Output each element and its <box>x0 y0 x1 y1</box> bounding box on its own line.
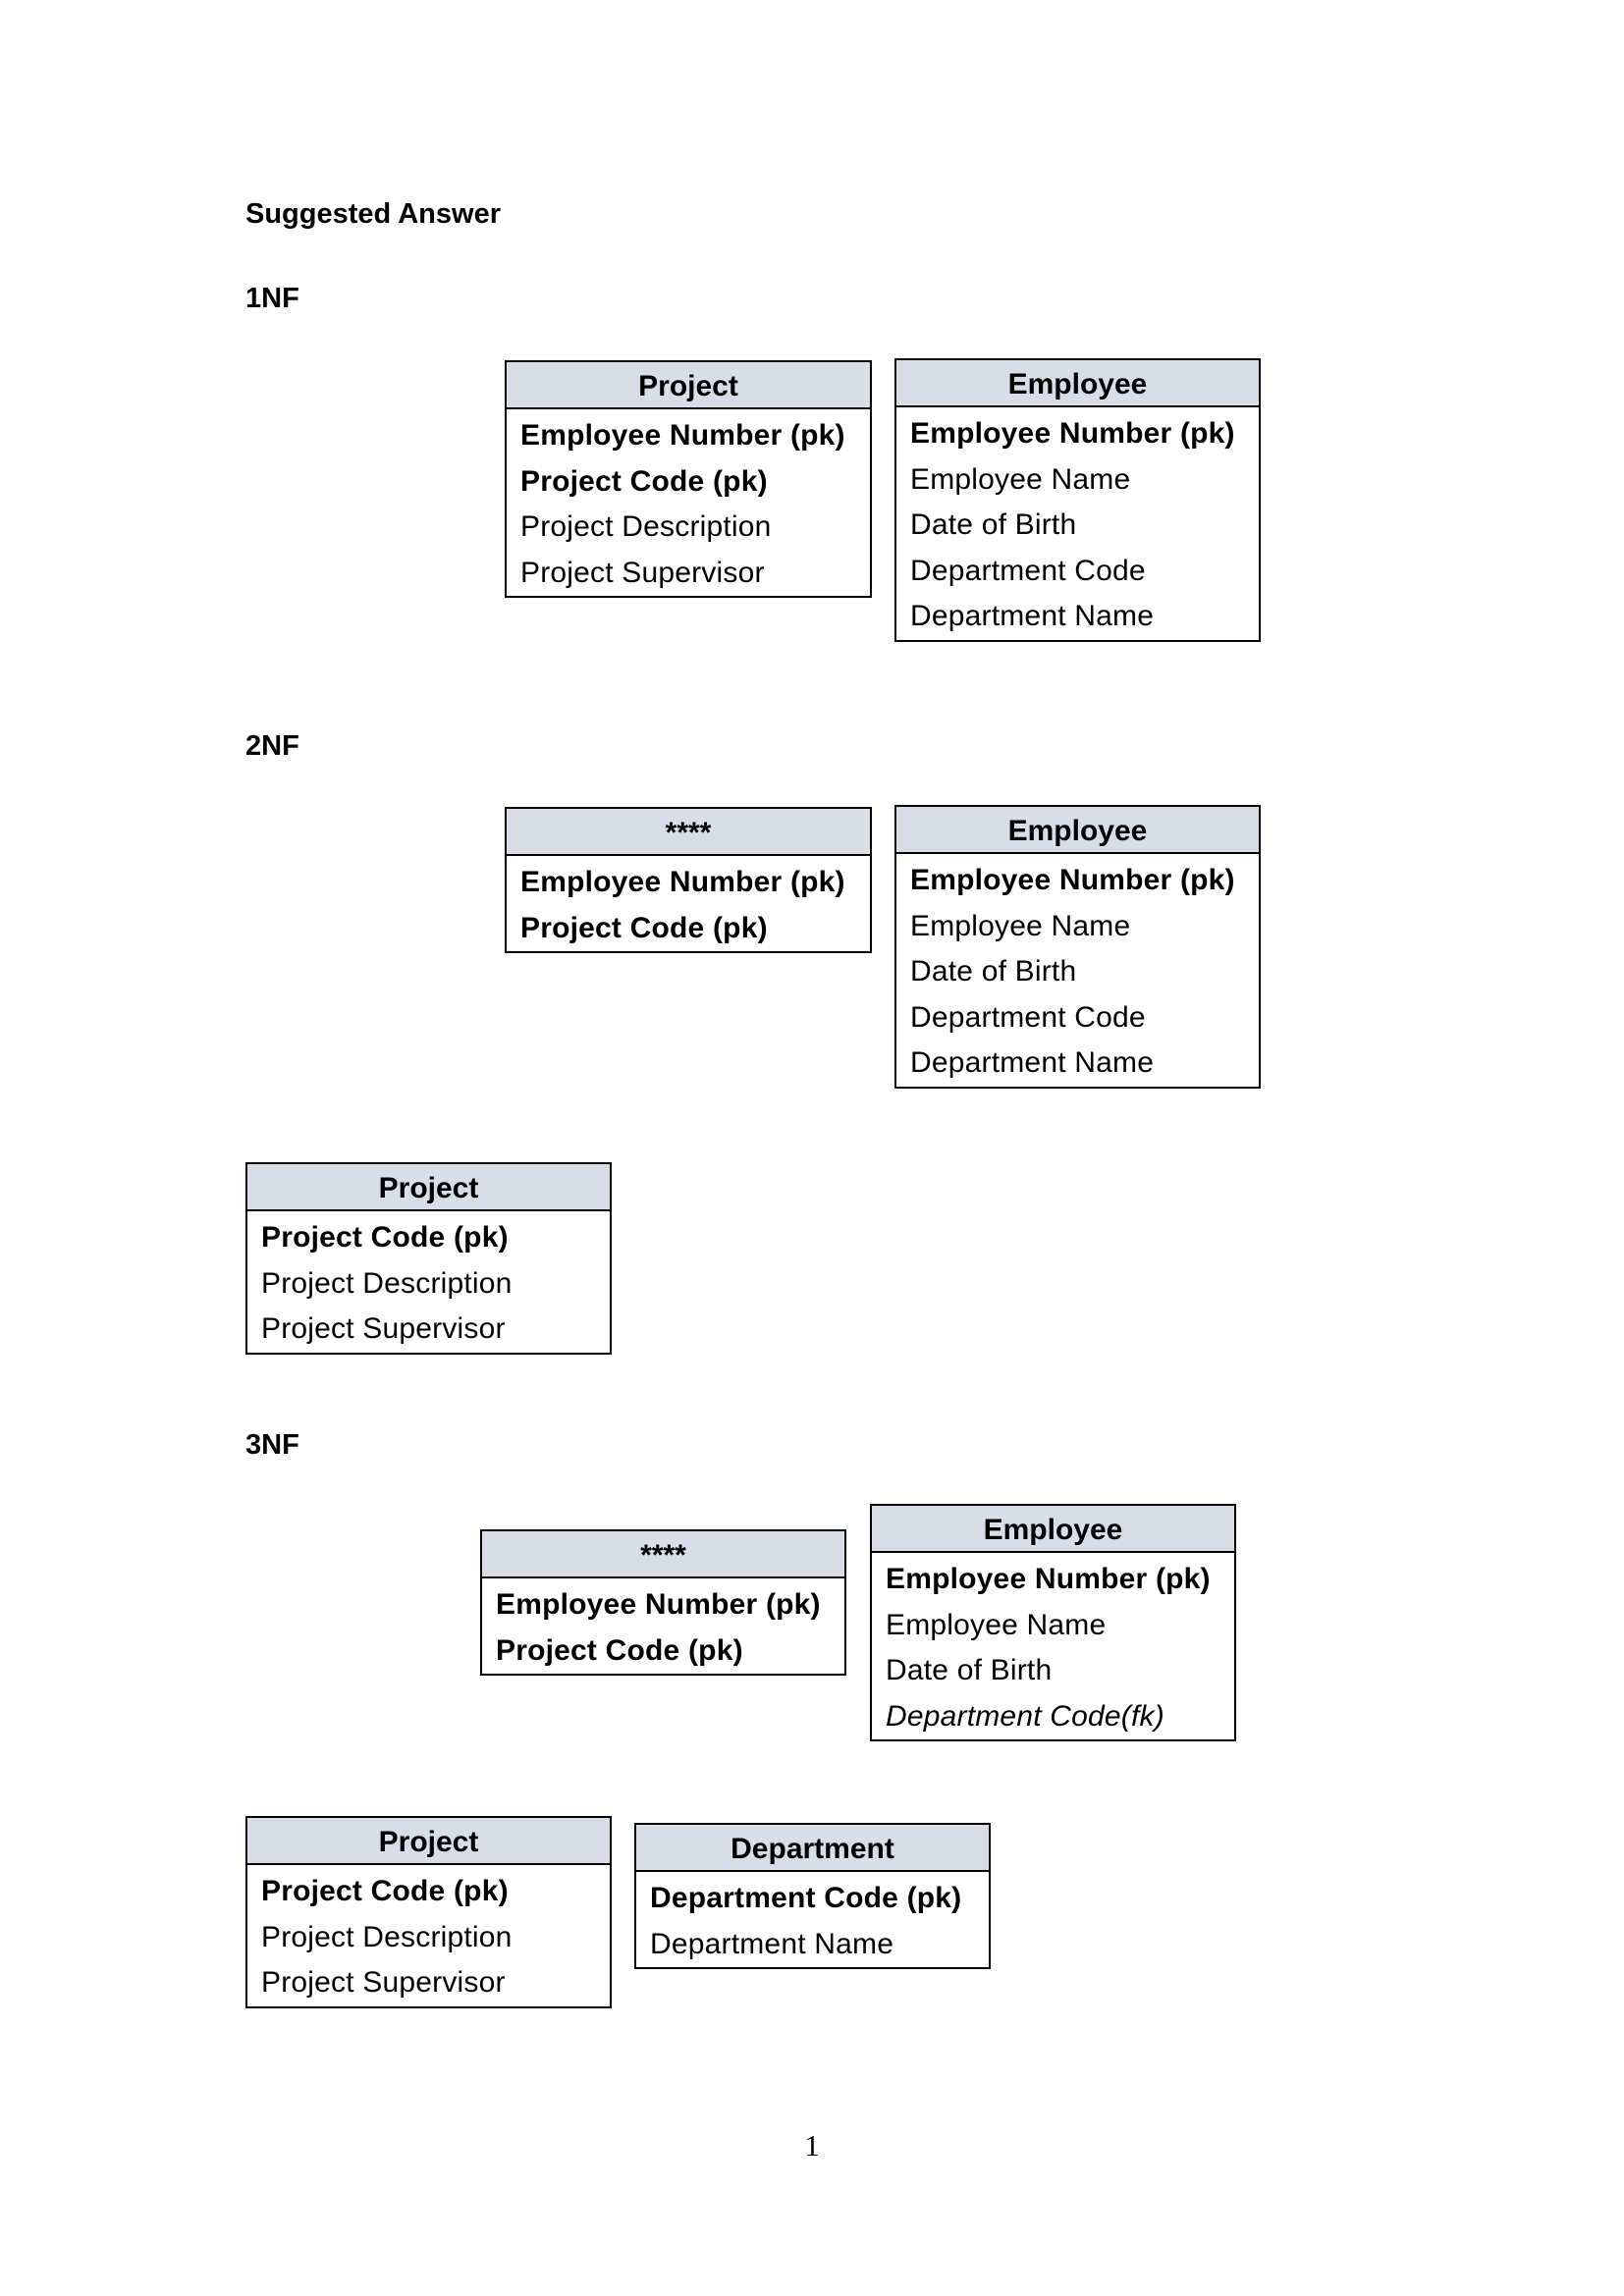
table-row: Employee Number (pk) <box>910 864 1235 896</box>
table-row: Date of Birth <box>886 1654 1053 1686</box>
table-row: Employee Name <box>910 909 1131 942</box>
table-row: Employee Number (pk) <box>496 1588 821 1621</box>
section-heading-2nf: 2NF <box>245 730 299 762</box>
table-header: Project <box>247 1818 610 1865</box>
table-row: Project Description <box>520 510 772 543</box>
table-row: Department Name <box>910 600 1155 632</box>
table-row: Project Code (pk) <box>520 911 768 944</box>
table-row: Department Name <box>650 1927 894 1960</box>
table-header: **** <box>507 809 870 856</box>
table-row: Department Code <box>910 554 1146 587</box>
table-2nf-employee <box>894 805 1261 1089</box>
table-row: Employee Name <box>886 1608 1107 1641</box>
table-row: Department Code (pk) <box>650 1882 962 1914</box>
table-row: Project Code (pk) <box>261 1221 509 1254</box>
table-header: **** <box>482 1531 844 1578</box>
table-row: Project Code (pk) <box>520 464 768 498</box>
table-header: Employee <box>872 1506 1234 1553</box>
table-1nf-project <box>505 360 872 598</box>
section-heading-1nf: 1NF <box>245 283 299 314</box>
table-row: Project Description <box>261 1920 513 1953</box>
table-row: Employee Number (pk) <box>886 1563 1211 1595</box>
table-2nf-link <box>505 807 872 953</box>
table-3nf-employee <box>870 1504 1236 1741</box>
table-row: Department Code <box>910 1000 1146 1034</box>
table-row: Date of Birth <box>910 508 1077 541</box>
table-row: Project Supervisor <box>261 1312 506 1345</box>
section-heading-3nf: 3NF <box>245 1429 299 1461</box>
table-row: Date of Birth <box>910 955 1077 988</box>
table-row: Employee Name <box>910 462 1131 496</box>
table-row: Employee Number (pk) <box>520 419 845 452</box>
table-3nf-project <box>245 1816 612 2008</box>
table-3nf-department <box>634 1823 991 1969</box>
table-header: Employee <box>896 807 1259 854</box>
table-row: Employee Number (pk) <box>910 417 1235 450</box>
table-row: Project Description <box>261 1266 513 1300</box>
table-row: Project Code (pk) <box>261 1875 509 1907</box>
table-header: Project <box>507 362 870 409</box>
table-1nf-employee <box>894 358 1261 642</box>
table-2nf-project <box>245 1162 612 1355</box>
table-row: Department Code(fk) <box>886 1699 1164 1733</box>
table-header: Project <box>247 1164 610 1211</box>
table-header: Department <box>636 1825 989 1872</box>
page-title: Suggested Answer <box>245 198 501 230</box>
page-number: 1 <box>804 2128 820 2163</box>
table-row: Department Name <box>910 1046 1155 1079</box>
table-row: Employee Number (pk) <box>520 866 845 898</box>
table-row: Project Supervisor <box>261 1966 506 1999</box>
table-3nf-link <box>480 1529 846 1676</box>
table-row: Project Code (pk) <box>496 1633 743 1667</box>
table-row: Project Supervisor <box>520 556 765 589</box>
table-header: Employee <box>896 360 1259 407</box>
